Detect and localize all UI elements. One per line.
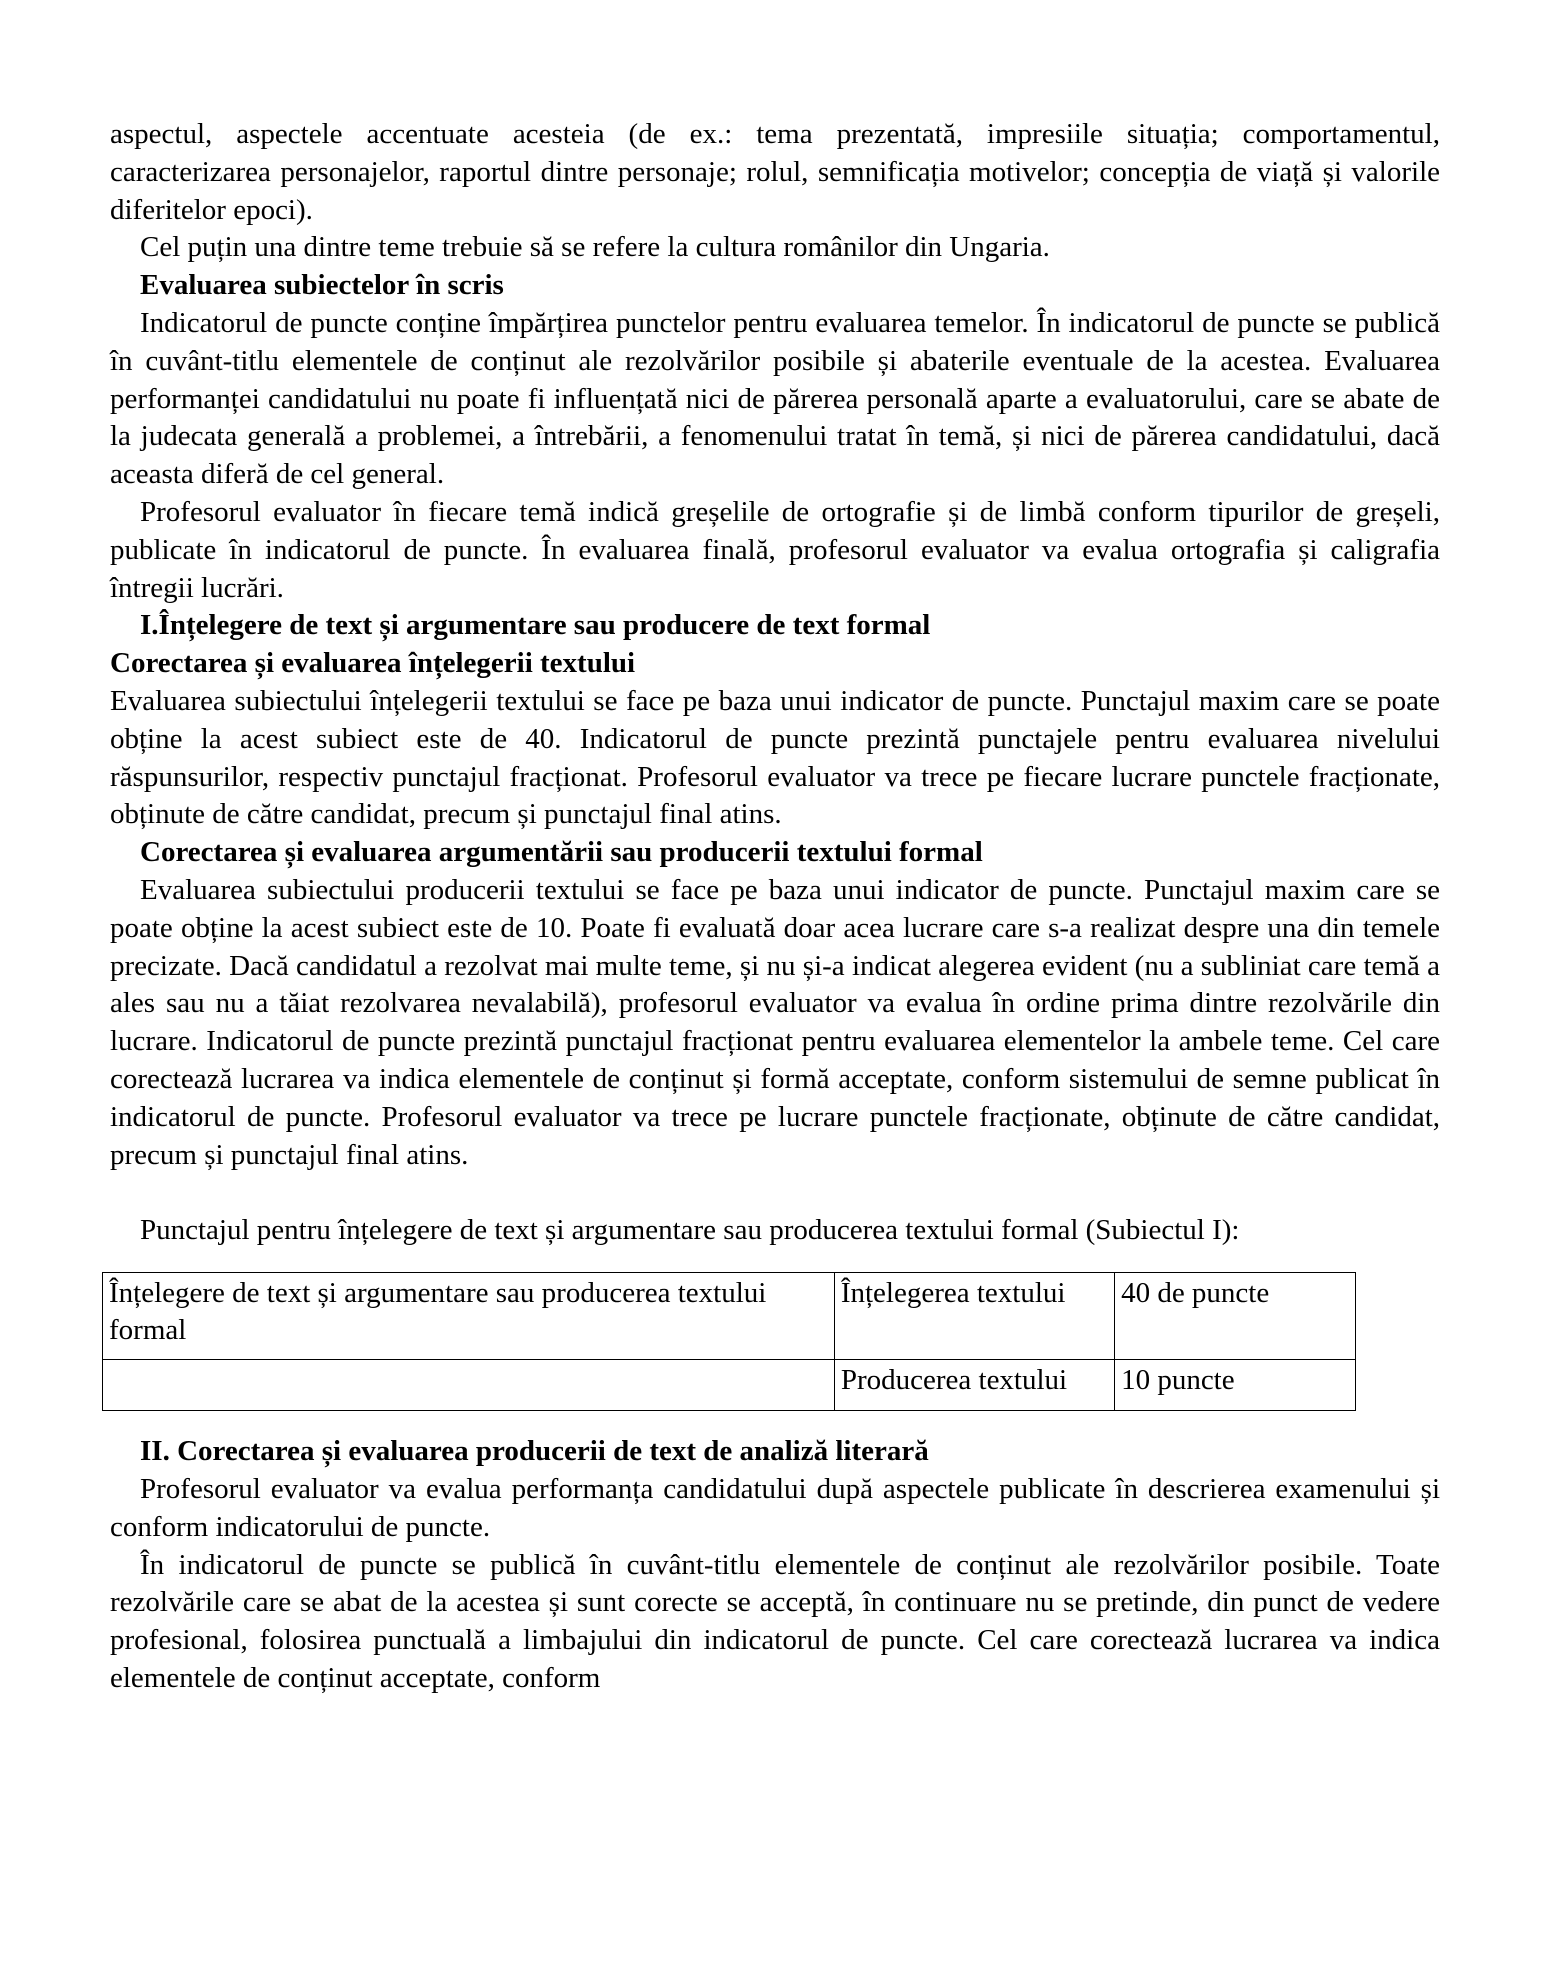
table-row (103, 1360, 1356, 1411)
spacer (110, 1250, 1440, 1272)
spacer (110, 1411, 1440, 1433)
heading-evaluarea-subiectelor: Evaluarea subiectelor în scris (140, 269, 504, 302)
paragraph-section-2-2: În indicatorul de puncte se publică în cuvânt-titlu elementele de conținut ale rezolvărilor posibile. Toate rezolvările care se abat de la acestea și sunt corecte se acceptă, în continuare nu se pretinde, din punct de vedere profesional, folosirea punctuală a limbajului din indicatorul de puncte. Cel care corectează lucrarea va indica elementele de conținut acceptate, conform (110, 1548, 1440, 1694)
heading-section-1: I.Înțelegere de text și argumentare sau producere de text formal (140, 609, 931, 642)
table-cell: 10 puncte (1115, 1360, 1356, 1411)
table-cell: Înțelegerea textului (834, 1273, 1114, 1360)
document-page (110, 116, 1440, 1698)
table-row (103, 1273, 1356, 1360)
table-cell: Înțelegere de text și argumentare sau producerea textului formal (103, 1273, 835, 1360)
paragraph-intelegere-text: Evaluarea subiectului înțelegerii textului se face pe baza unui indicator de puncte. Punctajul maxim care se poate obține la acest subiect este de 40. Indicatorul de puncte prezintă punctajele pentru evaluarea nivelului răspunsurilor, respectiv punctajul fracționat. Profesorul evaluator va trece pe fiecare lucrare punctele fracționate, obținute de către candidat, precum și punctajul final atins. (110, 684, 1440, 831)
paragraph-aspects: aspectul, aspectele accentuate acesteia (de ex.: tema prezentată, impresiile situația; comportamentul, caracterizarea personajelor, raportul dintre personaje; rolul, semnificația motivelor; concepția de viață și valorile diferitelor epoci). (110, 118, 1440, 226)
paragraph-profesor-evaluator: Profesorul evaluator în fiecare temă indică greșelile de ortografie și de limbă conform tipurilor de greșeli, publicate în indicatorul de puncte. În evaluarea finală, profesorul evaluator va evalua ortografia și caligrafia întregii lucrări. (110, 495, 1440, 604)
heading-section-2: II. Corectarea și evaluarea producerii de text de analiză literară (140, 1435, 929, 1468)
table-intro: Punctajul pentru înțelegere de text și argumentare sau producerea textului formal (Subiectul I): (140, 1214, 1240, 1247)
table-cell: Producerea textului (834, 1360, 1114, 1411)
table-cell (103, 1360, 835, 1411)
spacer (110, 1174, 1440, 1212)
paragraph-indicator-puncte: Indicatorul de puncte conține împărțirea punctelor pentru evaluarea temelor. În indicatorul de puncte se publică în cuvânt-titlu elementele de conținut ale rezolvărilor posibile și abaterile eventuale de la acestea. Evaluarea performanței candidatului nu poate fi influențată nici de părerea personală aparte a evaluatorului, care se abate de la judecata generală a problemei, a întrebării, a fenomenului tratat în temă, și nici de părerea candidatului, dacă aceasta diferă de cel general. (110, 306, 1440, 491)
paragraph-argumentare: Evaluarea subiectului producerii textului se face pe baza unui indicator de puncte. Punctajul maxim care se poate obține la acest subiect este de 10. Poate fi evaluată doar acea lucrare care s-a realizat despre una din temele precizate. Dacă candidatul a rezolvat mai multe teme, și nu și-a indicat alegerea evident (nu a subliniat care temă a ales sau nu a tăiat rezolvarea nevalabilă), profesorul evaluator va evalua în ordine prima dintre rezolvările din lucrare. Indicatorul de puncte prezintă punctajul fracționat pentru evaluarea elementelor la ambele teme. Cel care corectează lucrarea va indica elementele de conținut și formă acceptate, conform sistemului de semne publicat în indicatorul de puncte. Profesorul evaluator va trece pe lucrare punctele fracționate, obținute de către candidat, precum și punctajul final atins. (110, 873, 1440, 1171)
subheading-intelegere-text: Corectarea și evaluarea înțelegerii textului (110, 647, 636, 680)
subheading-argumentare: Corectarea și evaluarea argumentării sau producerii textului formal (140, 836, 983, 869)
paragraph-section-2-1: Profesorul evaluator va evalua performanța candidatului după aspectele publicate în descrierea examenului și conform indicatorului de puncte. (110, 1472, 1440, 1543)
paragraph-culture-requirement: Cel puțin una dintre teme trebuie să se refere la cultura românilor din Ungaria. (140, 231, 1050, 264)
table-cell: 40 de puncte (1115, 1273, 1356, 1360)
score-table (102, 1272, 1356, 1411)
